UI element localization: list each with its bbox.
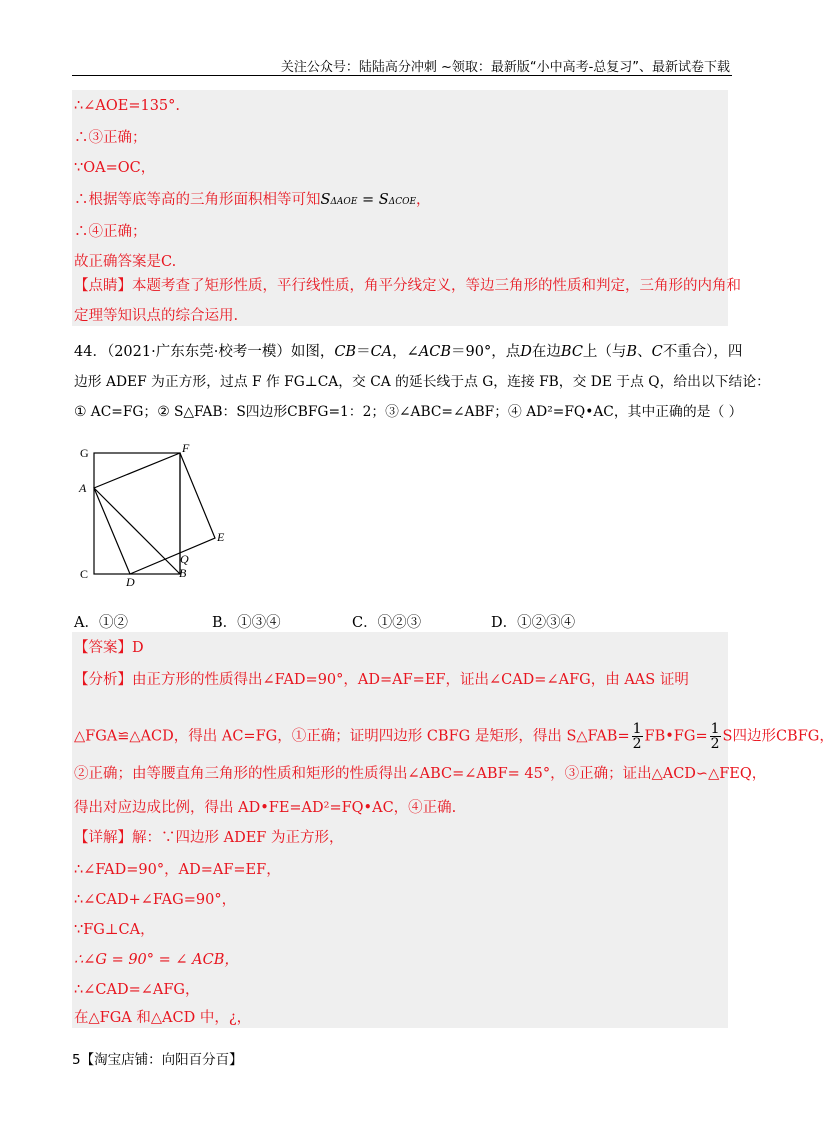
text-span: 在边 [531,344,561,360]
text-line: ∵OA=OC， [74,160,156,176]
square-adef [94,453,215,574]
label-f: F [182,441,190,455]
text-span: ， [416,192,431,208]
page-footer: 5【淘宝店铺：向阳百分百】 [72,1052,243,1068]
label-b: B [179,566,187,580]
text-span: △FGA≌△ACD，得出 AC=FG，①正确；证明四边形 CBFG 是矩形，得出 S△FAB= [74,728,630,745]
label-a: A [79,481,87,495]
detail-line: ∴∠CAD=∠AFG， [74,982,200,998]
fraction-half [710,722,721,751]
label-c: C [80,567,89,581]
equals: = [357,192,379,208]
question-line: ① AC=FG；② S△FAB：S四边形CBFG=1：2；③∠ABC=∠ABF；④ AD²=FQ•AC，其中正确的是（ ） [74,404,743,420]
fraction-denominator: 2 [710,736,720,752]
text-span: D [520,344,532,360]
area-subscript: ΔAOE [330,197,358,207]
analysis-line: 【分析】由正方形的性质得出∠FAD=90°，AD=AF=EF，证出∠CAD=∠AFG，由 AAS 证明 [74,672,689,688]
text-span: 、 [637,344,652,360]
detail-line: ∴∠G = 90° = ∠ ACB， [74,952,239,968]
text-line: ∴④正确； [74,224,147,240]
option-c[interactable]: C．①②③ [352,615,422,631]
option-a[interactable]: A．①② [74,615,128,631]
option-b[interactable]: B．①③④ [212,615,281,631]
analysis-line: ②正确；由等腰直角三角形的性质和矩形的性质得出∠ABC=∠ABF= 45°，③正确；证出△ACD∽△FEQ， [74,766,767,782]
text-line [74,190,431,212]
detail-line: ∴∠FAD=90°，AD=AF=EF， [74,862,281,878]
analysis-line: 得出对应边成比例，得出 AD•FE=AD²=FQ•AC，④正确. [74,800,457,816]
text-span: S四边形CBFG， [722,728,834,745]
detail-line: ∵FG⊥CA， [74,922,155,938]
analysis-line [74,722,834,751]
text-span: BC [560,344,583,360]
fraction-half [632,722,643,751]
text-line: ∴∠AOE=135°. [74,98,181,114]
rectangle-cbfg [94,453,180,574]
fraction-denominator: 2 [632,736,642,752]
text-span: CA [370,344,393,360]
area-symbol: S [378,192,389,208]
text-span: 上（与 [582,344,627,360]
question-line [74,342,742,362]
area-symbol: S [320,192,331,208]
page-header: 关注公众号：陆陆高分冲刺 ~领取：最新版“小中高考-总复习”、最新试卷下载 [280,60,730,75]
detail-line: ∴∠CAD+∠FAG=90°， [74,892,237,908]
segment-ab [94,488,180,574]
remark-line: 定理等知识点的综合运用. [74,308,239,324]
text-span: ACB [418,344,452,360]
question-line: 边形 ADEF 为正方形，过点 F 作 FG⊥CA，交 CA 的延长线于点 G，连接 FB，交 DE 于点 Q，给出以下结论： [74,374,770,390]
text-span: 44．（2021·广东东莞·校考一模）如图， [74,344,335,360]
answer-line: 【答案】D [74,640,144,656]
option-d[interactable]: D．①②③④ [491,615,576,631]
area-subscript: ΔCOE [388,197,417,207]
fraction-numerator: 1 [632,721,642,737]
text-span: ＝ [356,344,371,360]
geometry-figure [76,440,236,590]
text-span: ，∠ [392,344,419,360]
text-span: B [626,344,638,360]
label-e: E [217,530,225,544]
text-span: CB [334,344,357,360]
text-line: 故正确答案是C. [74,254,177,270]
fraction-numerator: 1 [710,721,720,737]
remark-line: 【点睛】本题考查了矩形性质，平行线性质，角平分线定义，等边三角形的性质和判定，三角形的内角和 [74,278,741,294]
text-span: 不重合），四 [662,344,743,360]
header-rule [72,75,732,76]
label-d: D [126,575,135,589]
text-line: ∴③正确； [74,130,147,146]
text-span: ＝90°，点 [451,344,521,360]
text-span: ∴根据等底等高的三角形面积相等可知 [74,192,321,208]
label-g: G [80,446,89,460]
detail-line: 在△FGA 和△ACD 中，¿， [74,1010,252,1026]
text-span: C [651,344,663,360]
label-q: Q [180,552,189,566]
text-span: FB•FG= [644,728,708,745]
detail-line: 【详解】解：∵四边形 ADEF 为正方形， [74,830,344,846]
